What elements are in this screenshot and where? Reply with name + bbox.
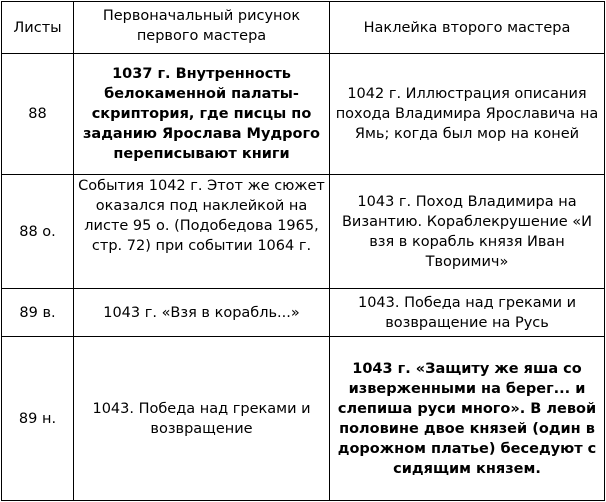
second-master-cell: 1042 г. Иллюстрация описания похода Владимира Ярославича на Ямь; когда был мор на коней — [330, 54, 605, 175]
comparison-table — [1, 1, 605, 501]
second-master-cell: 1043. Победа над греками и возвращение на Русь — [330, 289, 605, 337]
first-master-cell: 1043. Победа над греками и возвращение — [74, 337, 330, 501]
first-master-cell: 1037 г. Внутренность белокаменной палаты-скриптория, где писцы по заданию Ярослава Мудрого переписывают книги — [74, 54, 330, 175]
sheet-cell: 88 о. — [2, 175, 74, 289]
table-row — [2, 175, 605, 289]
sheet-cell: 89 в. — [2, 289, 74, 337]
second-master-cell: 1043 г. Поход Владимира на Византию. Кораблекрушение «И взя в корабль князя Иван Творимич» — [330, 175, 605, 289]
header-first-master: Первоначальный рисунок первого мастера — [74, 2, 330, 54]
header-sheets: Листы — [2, 2, 74, 54]
sheet-cell: 89 н. — [2, 337, 74, 501]
table-row — [2, 337, 605, 501]
table-row — [2, 289, 605, 337]
sheet-cell: 88 — [2, 54, 74, 175]
table-row — [2, 54, 605, 175]
first-master-cell: 1043 г. «Взя в корабль...» — [74, 289, 330, 337]
first-master-cell: События 1042 г. Этот же сюжет оказался под наклейкой на листе 95 о. (Подобедова 1965, стр. 72) при событии 1064 г. — [74, 175, 330, 289]
header-row — [2, 2, 605, 54]
second-master-cell: 1043 г. «Защиту же яша со изверженными на берег... и слепиша руси много». В левой половине двое князей (один в дорожном платье) беседуют с сидящим князем. — [330, 337, 605, 501]
header-second-master: Наклейка второго мастера — [330, 2, 605, 54]
